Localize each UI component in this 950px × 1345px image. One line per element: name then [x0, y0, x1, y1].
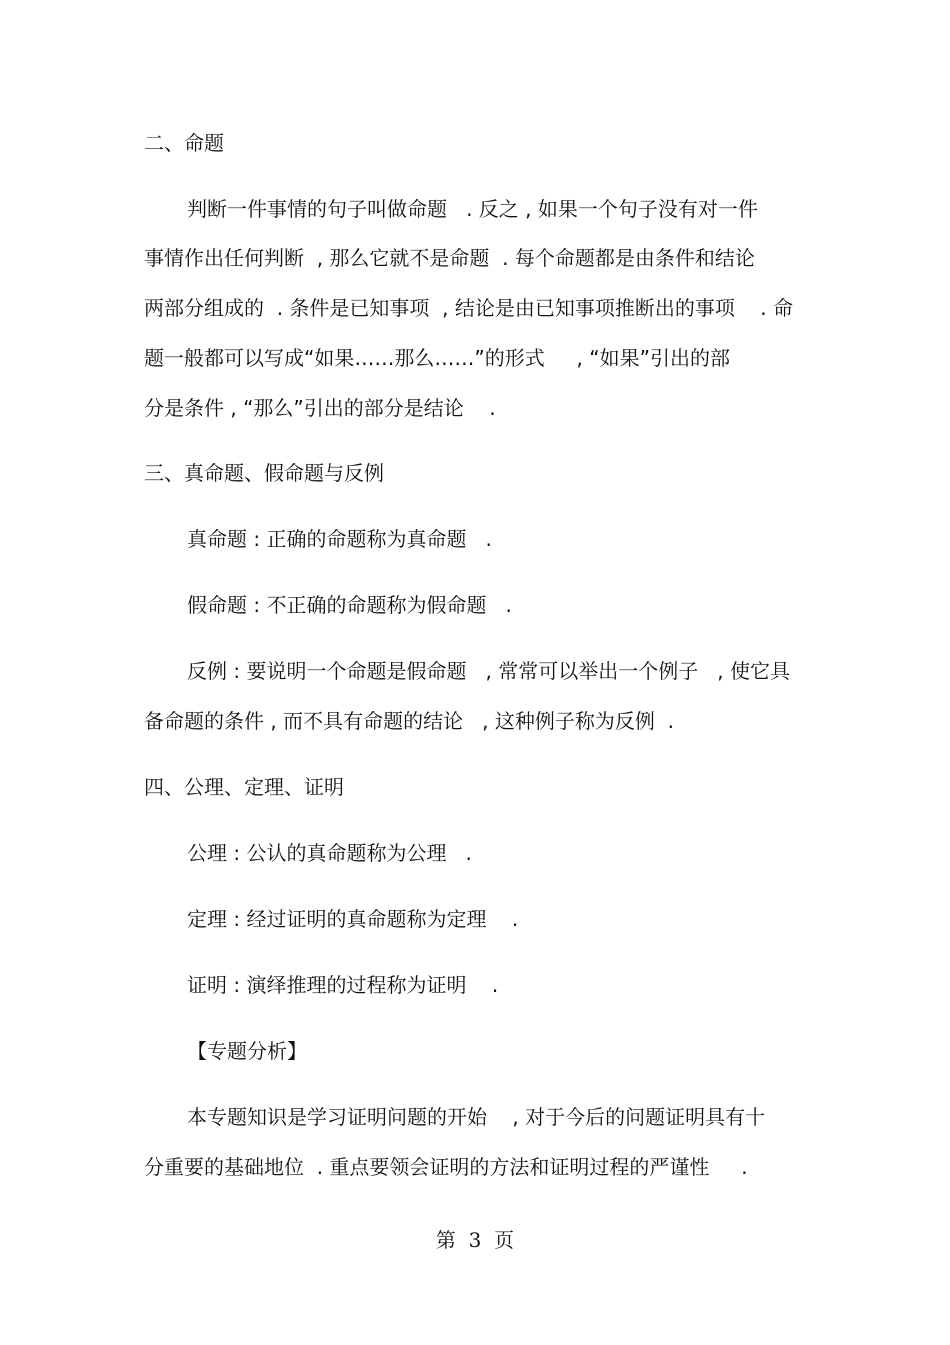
paragraph-line: 题一般都可以写成“如果……那么……”的形式 , “如果”引出的部 — [144, 346, 730, 370]
section-heading-propositions: 二、命题 — [144, 131, 224, 155]
paragraph-line: 判断一件事情的句子叫做命题 . 反之 , 如果一个句子没有对一件 — [187, 197, 758, 221]
paragraph-line: 事情作出任何判断 , 那么它就不是命题 . 每个命题都是由条件和结论 — [144, 246, 755, 270]
analysis-line: 分重要的基础地位 . 重点要领会证明的方法和证明过程的严谨性 . — [144, 1155, 748, 1179]
analysis-line: 本专题知识是学习证明问题的开始 , 对于今后的问题证明具有十 — [187, 1105, 766, 1129]
true-proposition-definition: 真命题 : 正确的命题称为真命题 . — [187, 527, 492, 551]
proof-definition: 证明 : 演绎推理的过程称为证明 . — [187, 973, 499, 997]
section-heading-true-false: 三、真命题、假命题与反例 — [144, 461, 384, 485]
counterexample-line: 反例 : 要说明一个命题是假命题 , 常常可以举出一个例子 , 使它具 — [187, 659, 791, 683]
paragraph-line: 分是条件 , “那么”引出的部分是结论 . — [144, 396, 496, 420]
theorem-definition: 定理 : 经过证明的真命题称为定理 . — [187, 907, 519, 931]
paragraph-line: 两部分组成的 . 条件是已知事项 , 结论是由已知事项推断出的事项 . 命 — [144, 296, 794, 320]
counterexample-line: 备命题的条件 , 而不具有命题的结论 , 这种例子称为反例 . — [144, 709, 674, 733]
axiom-definition: 公理 : 公认的真命题称为公理 . — [187, 841, 472, 865]
page-number: 第 3 页 — [435, 1228, 515, 1252]
section-heading-axiom-theorem-proof: 四、公理、定理、证明 — [144, 775, 344, 799]
topic-analysis-heading: 【专题分析】 — [187, 1039, 307, 1063]
false-proposition-definition: 假命题 : 不正确的命题称为假命题 . — [187, 593, 512, 617]
